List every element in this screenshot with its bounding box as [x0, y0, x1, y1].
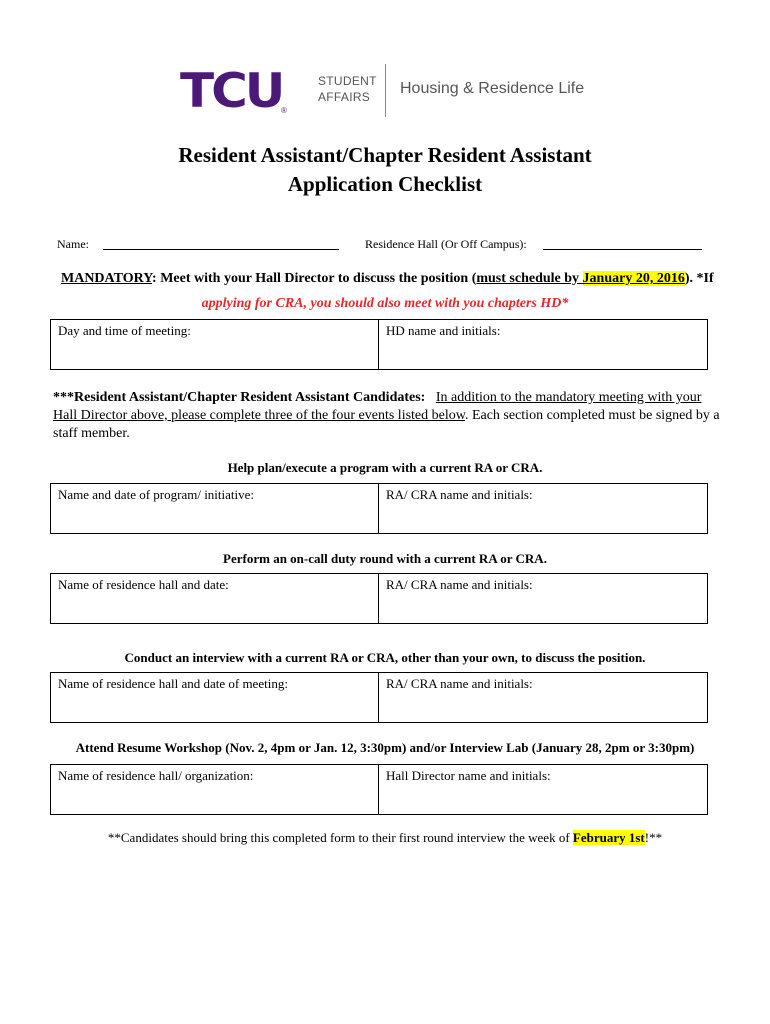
section-right-field[interactable]: RA/ CRA name and initials: — [386, 676, 533, 691]
section-box — [50, 672, 708, 723]
name-field[interactable] — [103, 249, 339, 250]
footer-text: **Candidates should bring this completed form to their first round interview the week of — [107, 830, 573, 845]
candidates-rest: . Each section completed must be signed by a staff member. — [53, 408, 720, 441]
section-box — [50, 483, 708, 534]
section-left-field[interactable]: Name of residence hall and date: — [58, 577, 229, 592]
header-divider — [385, 64, 386, 117]
section-heading: Attend Resume Workshop (Nov. 2, 4pm or Jan. 12, 3:30pm) and/or Interview Lab (January 28, 2pm or 3:30pm) — [75, 740, 695, 755]
mandatory-line — [61, 271, 714, 287]
footer-date: February 1st — [572, 830, 645, 845]
hd-name-field[interactable]: HD name and initials: — [386, 323, 501, 338]
mandatory-label: MANDATORY — [61, 271, 153, 286]
mandatory-deadline-date: January 20, 2016 — [582, 271, 685, 286]
section-left-field[interactable]: Name of residence hall/ organization: — [58, 768, 254, 783]
hall-field[interactable] — [543, 249, 702, 250]
mandatory-deadline-prefix: must schedule by — [476, 271, 583, 286]
meeting-box — [50, 319, 708, 370]
cra-note: applying for CRA, you should also meet with you chapters HD* — [201, 296, 569, 311]
candidates-underlined: In addition to the mandatory meeting with your Hall Director above, please complete three of the four events listed below — [53, 390, 702, 423]
meeting-time-field[interactable]: Day and time of meeting: — [58, 323, 191, 338]
footer-note — [0, 830, 770, 846]
section-right-field[interactable]: RA/ CRA name and initials: — [386, 487, 533, 502]
section-right-field[interactable]: Hall Director name and initials: — [386, 768, 551, 783]
affairs-line: AFFAIRS — [318, 90, 371, 104]
section-heading: Conduct an interview with a current RA or CRA, other than your own, to discuss the position. — [124, 650, 646, 665]
name-label: Name: — [57, 237, 89, 251]
tcu-logo — [180, 63, 283, 119]
section-box — [50, 573, 708, 624]
mandatory-text-after: ). *If — [684, 271, 714, 286]
student-affairs-label — [318, 73, 377, 105]
section-left-field[interactable]: Name and date of program/ initiative: — [58, 487, 255, 502]
tcu-logo-text: TCU — [180, 63, 283, 119]
section-left-field[interactable]: Name of residence hall and date of meeting: — [58, 676, 288, 691]
registered-mark: ® — [281, 106, 287, 115]
candidates-lead: ***Resident Assistant/Chapter Resident Assistant Candidates: — [53, 390, 426, 405]
department-name: Housing & Residence Life — [400, 80, 585, 97]
page-title-line1: Resident Assistant/Chapter Resident Assistant — [178, 143, 592, 167]
candidates-instructions — [53, 389, 723, 443]
section-heading: Perform an on-call duty round with a current RA or CRA. — [223, 551, 547, 566]
section-box — [50, 764, 708, 815]
mandatory-text: : Meet with your Hall Director to discuss the position ( — [152, 271, 477, 286]
page-title-line2: Application Checklist — [287, 172, 483, 196]
hall-label: Residence Hall (Or Off Campus): — [365, 237, 527, 251]
student-line: STUDENT — [318, 74, 377, 88]
section-heading: Help plan/execute a program with a current RA or CRA. — [227, 460, 543, 475]
footer-end: !** — [644, 830, 663, 845]
section-right-field[interactable]: RA/ CRA name and initials: — [386, 577, 533, 592]
